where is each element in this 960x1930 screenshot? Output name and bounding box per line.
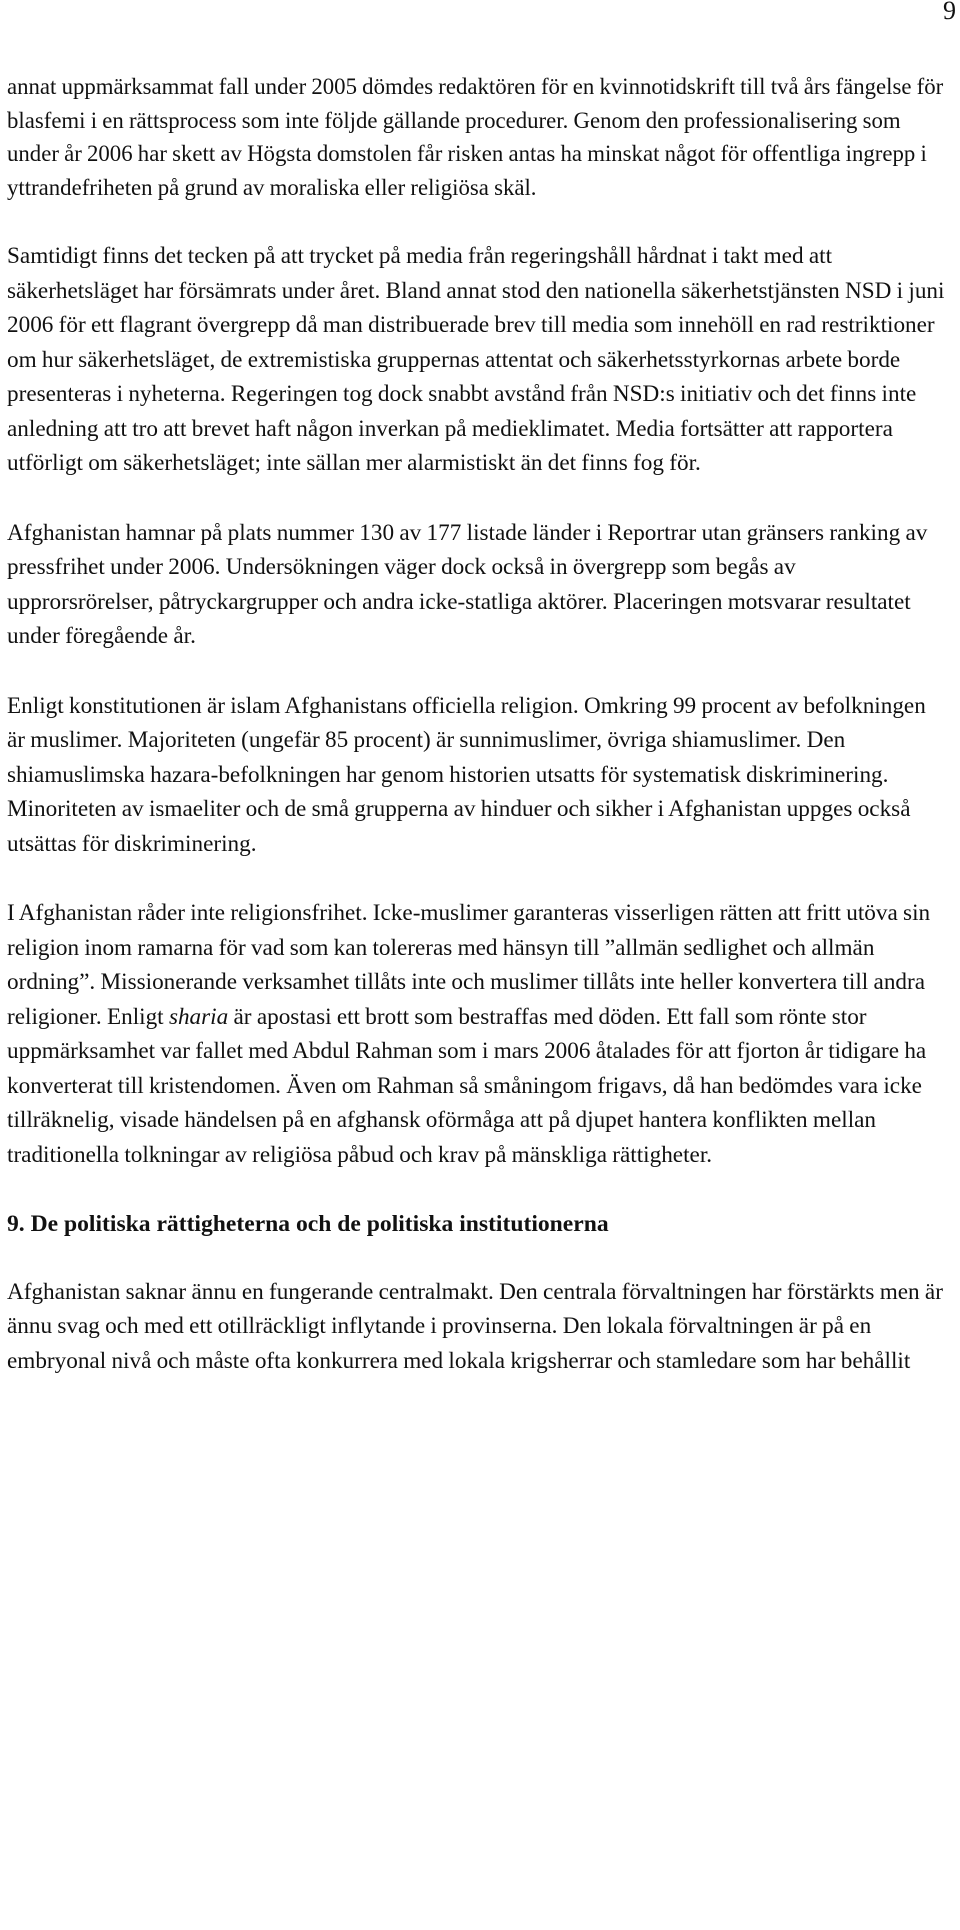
religious-freedom-text-end: är apostasi ett brott som bestraffas med döden. Ett fall som rönte stor uppmärksamhet var fallet med Abdul Rahman som i mars 2006 åtalades för att fjorton år tidigare ha konverterat till kristendomen. Även om Rahman så småningom frigavs, då han bedömdes vara icke tillräknelig, visade händelsen på en afghansk oförmåga att på djupet hantera konflikten mellan traditionella tolkningar av religiösa påbud och krav på mänskliga rättigheter. — [7, 1003, 927, 1168]
paragraph-blasphemy-case: annat uppmärksammat fall under 2005 dömdes redaktören för en kvinnotidskrift till två års fängelse för blasfemi i en rättsprocess som inte följde gällande procedurer. Genom den professionalisering som under år 2006 har skett av Högsta domstolen får risken antas ha minskat något för offentliga ingrepp i yttrandefriheten på grund av moraliska eller religiösa skäl. — [7, 74, 944, 200]
page-number: 9 — [943, 0, 956, 25]
religious-freedom-text-start: I Afghanistan råder inte religionsfrihet. Icke-muslimer garanteras visserligen rätten att fritt utöva sin religion inom ramarna för vad som kan tolereras med hänsyn till ”allmän sedlighet och allmän ordning”. Missionerande verksamhet tillåts inte och muslimer tillåts inte heller konvertera till andra religioner. Enligt — [7, 900, 931, 1030]
document-body — [7, 70, 947, 1378]
paragraph-media-pressure: Samtidigt finns det tecken på att trycket på media från regeringshåll hårdnat i takt med att säkerhetsläget har försämrats under året. Bland annat stod den nationella säkerhetstjänsten NSD i juni 2006 för ett flagrant övergrepp då man distribuerade brev till media som innehöll en rad restriktioner om hur säkerhetsläget, de extremistiska gruppernas attentat och säkerhetsstyrkornas arbete borde presenteras i nyheterna. Regeringen tog dock snabbt avstånd från NSD:s initiativ och det finns inte anledning att tro att brevet haft någon inverkan på medieklimatet. Media fortsätter att rapportera utförligt om säkerhetsläget; inte sällan mer alarmistiskt än det finns fog för. — [7, 243, 945, 477]
paragraph-central-government: Afghanistan saknar ännu en fungerande centralmakt. Den centrala förvaltningen har förstärkts men är ännu svag och med ett otillräckligt inflytande i provinserna. Den lokala förvaltningen är på en embryonal nivå och måste ofta konkurrera med lokala krigsherrar och stamledare som har behållit — [7, 1278, 943, 1374]
paragraph-press-freedom-ranking: Afghanistan hamnar på plats nummer 130 av 177 listade länder i Reportrar utan gränsers ranking av pressfrihet under 2006. Undersökningen väger dock också in övergrepp som begås av upprorsrörelser, påtryckargrupper och andra icke-statliga aktörer. Placeringen motsvarar resultatet under föregående år. — [7, 519, 928, 650]
sharia-term: sharia — [168, 1003, 229, 1030]
paragraph-religion-constitution: Enligt konstitutionen är islam Afghanistans officiella religion. Omkring 99 procent av befolkningen är muslimer. Majoriteten (ungefär 85 procent) är sunnimuslimer, övriga shiamuslimer. Den shiamuslimska hazara-befolkningen har genom historien utsatts för systematisk diskriminering. Minoriteten av ismaeliter och de små grupperna av hinduer och sikher i Afghanistan uppges också utsättas för diskriminering. — [7, 692, 926, 857]
section-heading: 9. De politiska rättigheterna och de politiska institutionerna — [7, 1211, 609, 1238]
paragraph-religious-freedom — [7, 896, 947, 1172]
